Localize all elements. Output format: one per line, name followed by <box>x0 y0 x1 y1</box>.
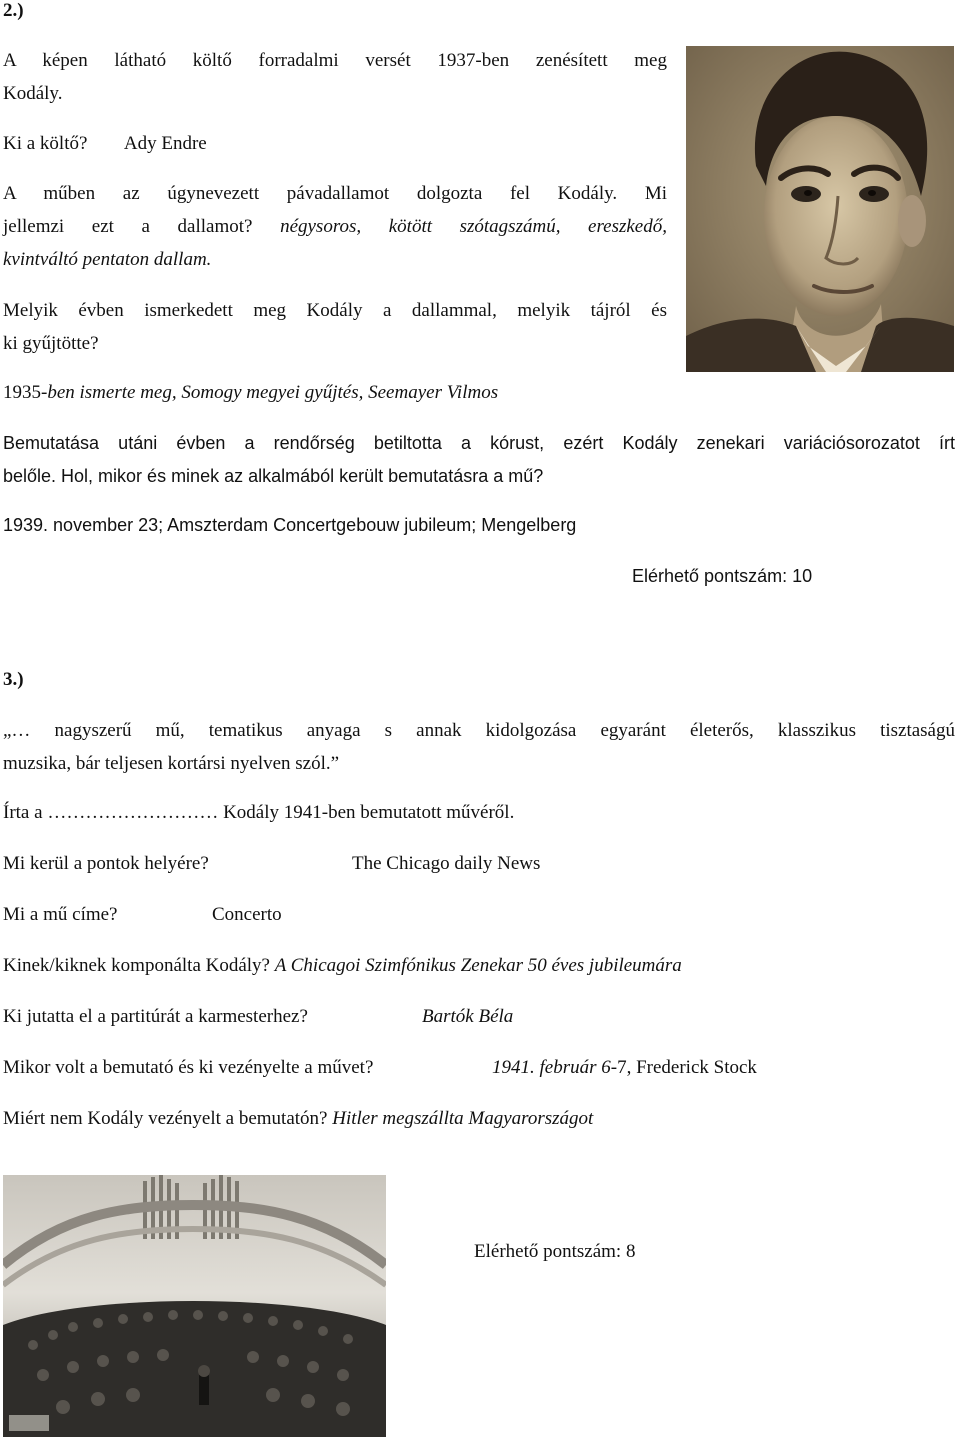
question-score: Ki jutatta el a partitúrát a karmesterhez? <box>3 1006 308 1027</box>
orchestra-image <box>3 1175 386 1437</box>
answer-for-whom: A Chicagoi Szimfónikus Zenekar 50 éves jubileumára <box>274 955 682 976</box>
written-by-row <box>3 796 514 829</box>
answer-score: Bartók Béla <box>422 1006 514 1027</box>
section-3-heading: 3.) <box>3 669 24 690</box>
melody-line-2 <box>3 210 667 243</box>
melody-answer-part-2: kvintváltó pentaton dallam. <box>3 249 212 270</box>
question-why: Miért nem Kodály vezényelt a bemutatón? <box>3 1108 328 1129</box>
section-2-intro <box>3 44 667 110</box>
melody-answer-part-1: négysoros, kötött szótagszámú, ereszkedő, <box>280 216 667 237</box>
question-melody <box>3 177 667 276</box>
intro-line-1: A képen látható költő forradalmi versét 1937-ben zenésített meg <box>3 50 667 71</box>
premiere-line-1: Bemutatása utáni évben a rendőrség betiltotta a kórust, ezért Kodály zenekari variációsorozatot írt <box>3 433 955 453</box>
poet-portrait-photo <box>686 46 954 372</box>
question-poet: Ki a költő? <box>3 133 88 154</box>
written-prefix: Írta a <box>3 802 43 823</box>
portrait-image <box>686 46 954 372</box>
intro-line-2: Kodály. <box>3 83 63 104</box>
question-year <box>3 294 667 360</box>
answer-year-row <box>3 376 498 409</box>
question-premiere <box>3 427 955 493</box>
answer-title: Concerto <box>212 904 282 925</box>
year-line-2: ki gyűjtötte? <box>3 333 99 354</box>
section-3-points: Elérhető pontszám: 8 <box>474 1241 636 1262</box>
answer-poet: Ady Endre <box>123 133 207 154</box>
year-line-1: Melyik évben ismerkedett meg Kodály a dallammal, melyik tájról és <box>3 300 667 321</box>
for-whom-row <box>3 949 682 982</box>
answer-premiere: 1939. november 23; Amszterdam Concertgebouw jubileum; Mengelberg <box>3 515 577 535</box>
question-for-whom: Kinek/kiknek komponálta Kodály? <box>3 955 270 976</box>
answer-year-prefix: 1935- <box>3 382 48 403</box>
quote <box>3 714 955 780</box>
melody-line-1: A műben az úgynevezett pávadallamot dolgozta fel Kodály. Mi <box>3 183 667 204</box>
question-dots: Mi kerül a pontok helyére? <box>3 853 209 874</box>
section-2-heading: 2.) <box>3 0 24 21</box>
written-suffix: Kodály 1941-ben bemutatott művéről. <box>223 802 515 823</box>
premiere-line-2: belőle. Hol, mikor és minek az alkalmából került bemutatásra a mű? <box>3 466 544 486</box>
orchestra-photo <box>3 1175 386 1437</box>
answer-year: ben ismerte meg, Somogy megyei gyűjtés, Seemayer Vilmos <box>47 382 499 403</box>
melody-question-tail: jellemzi ezt a dallamot? <box>3 216 253 237</box>
section-2-points: Elérhető pontszám: 10 <box>632 566 813 586</box>
question-poet-row <box>3 127 207 160</box>
quote-line-2: muzsika, bár teljesen kortársi nyelven szól.” <box>3 753 340 774</box>
answer-when-date: 1941. február 6 <box>492 1057 611 1078</box>
answer-when-conductor: -7, Frederick Stock <box>610 1057 757 1078</box>
answer-when <box>492 1051 757 1084</box>
question-title: Mi a mű címe? <box>3 904 118 925</box>
question-when: Mikor volt a bemutató és ki vezényelte a művet? <box>3 1057 374 1078</box>
written-dots: ……………………… <box>47 802 219 823</box>
quote-line-1: „… nagyszerű mű, tematikus anyaga s annak kidolgozása egyaránt életerős, klasszikus tisztaságú <box>3 720 955 741</box>
why-row <box>3 1102 593 1135</box>
answer-dots: The Chicago daily News <box>352 853 541 874</box>
answer-why: Hitler megszállta Magyarországot <box>332 1108 594 1129</box>
